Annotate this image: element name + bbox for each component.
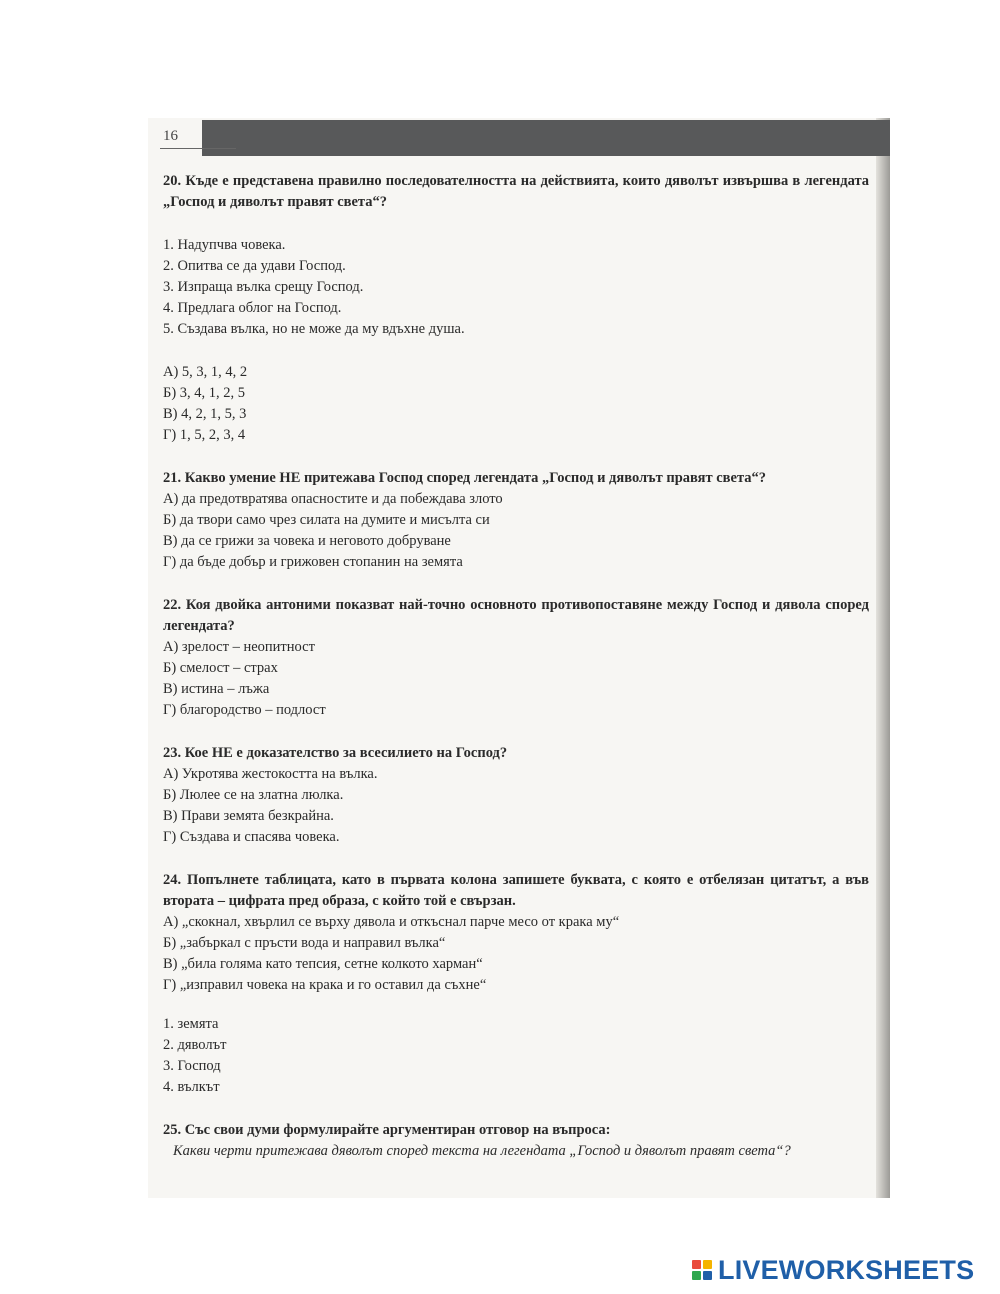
question-23 xyxy=(163,743,869,848)
step-item: 5. Създава вълка, но не може да му вдъхне душа. xyxy=(163,321,465,337)
answer-option[interactable]: Б) Люлее се на златна люлка. xyxy=(163,787,344,803)
answer-option[interactable]: В) истина – лъжа xyxy=(163,681,270,697)
page-number-rule xyxy=(160,148,236,149)
worksheet-content xyxy=(163,171,869,1162)
answer-option[interactable]: Б) смелост – страх xyxy=(163,660,278,676)
liveworksheets-logo xyxy=(692,1255,974,1285)
step-item: 2. Опитва се да удави Господ. xyxy=(163,258,346,274)
answer-option[interactable]: Г) 1, 5, 2, 3, 4 xyxy=(163,427,246,443)
quote-item: А) „скокнал, хвърлил се върху дявола и откъснал парче месо от крака му“ xyxy=(163,914,620,930)
quote-item: Б) „забъркал с пръсти вода и направил вълка“ xyxy=(163,935,446,951)
step-item: 3. Изпраща вълка срещу Господ. xyxy=(163,279,364,295)
question-24 xyxy=(163,870,869,1098)
page-edge-shadow xyxy=(876,118,890,1198)
answer-option[interactable]: В) да се грижи за човека и неговото добруване xyxy=(163,533,451,549)
logo-badge-icon xyxy=(692,1260,712,1280)
image-item: 1. земята xyxy=(163,1016,219,1032)
question-22 xyxy=(163,595,869,721)
question-20-title: 20. Къде е представена правилно последователността на действията, които дяволът извършва в легендата „Господ и дяволът правят света“? xyxy=(163,173,869,210)
question-25-title: 25. Със свои думи формулирайте аргументиран отговор на въпроса: xyxy=(163,1122,611,1138)
step-item: 4. Предлага облог на Господ. xyxy=(163,300,342,316)
answer-option[interactable]: Б) да твори само чрез силата на думите и мисълта си xyxy=(163,512,490,528)
question-20 xyxy=(163,171,869,446)
question-21 xyxy=(163,468,869,573)
answer-option[interactable]: А) 5, 3, 1, 4, 2 xyxy=(163,364,248,380)
question-25 xyxy=(163,1120,869,1162)
answer-option[interactable]: В) 4, 2, 1, 5, 3 xyxy=(163,406,247,422)
question-24-title: 24. Попълнете таблицата, като в първата колона запишете буквата, с която е отбелязан цитатът, а във втората – цифрата пред образа, с който той е свързан. xyxy=(163,872,869,909)
quote-item: Г) „изправил човека на крака и го оставил да съхне“ xyxy=(163,977,487,993)
answer-option[interactable]: Б) 3, 4, 1, 2, 5 xyxy=(163,385,246,401)
question-25-prompt: Какви черти притежава дяволът според текста на легендата „Господ и дяволът правят света“? xyxy=(173,1143,791,1159)
image-item: 3. Господ xyxy=(163,1058,221,1074)
logo-text: LIVEWORKSHEETS xyxy=(718,1254,975,1285)
question-21-title: 21. Какво умение НЕ притежава Господ според легендата „Господ и дяволът правят света“? xyxy=(163,470,767,486)
step-item: 1. Надупчва човека. xyxy=(163,237,286,253)
answer-option[interactable]: Г) да бъде добър и грижовен стопанин на земята xyxy=(163,554,463,570)
answer-option[interactable]: Г) Създава и спасява човека. xyxy=(163,829,340,845)
image-item: 2. дяволът xyxy=(163,1037,227,1053)
page-number: 16 xyxy=(163,128,178,144)
answer-option[interactable]: В) Прави земята безкрайна. xyxy=(163,808,334,824)
answer-option[interactable]: А) Укротява жестокостта на вълка. xyxy=(163,766,378,782)
question-23-title: 23. Кое НЕ е доказателство за всесилието на Господ? xyxy=(163,745,508,761)
header-bar xyxy=(202,120,890,156)
question-22-title: 22. Коя двойка антоними показват най-точно основното противопоставяне между Господ и дявола според легендата? xyxy=(163,597,869,634)
quote-item: В) „била голяма като тепсия, сетне колкото харман“ xyxy=(163,956,483,972)
answer-option[interactable]: А) да предотвратява опасностите и да побеждава злото xyxy=(163,491,503,507)
answer-option[interactable]: Г) благородство – подлост xyxy=(163,702,326,718)
answer-option[interactable]: А) зрелост – неопитност xyxy=(163,639,315,655)
image-item: 4. вълкът xyxy=(163,1079,220,1095)
